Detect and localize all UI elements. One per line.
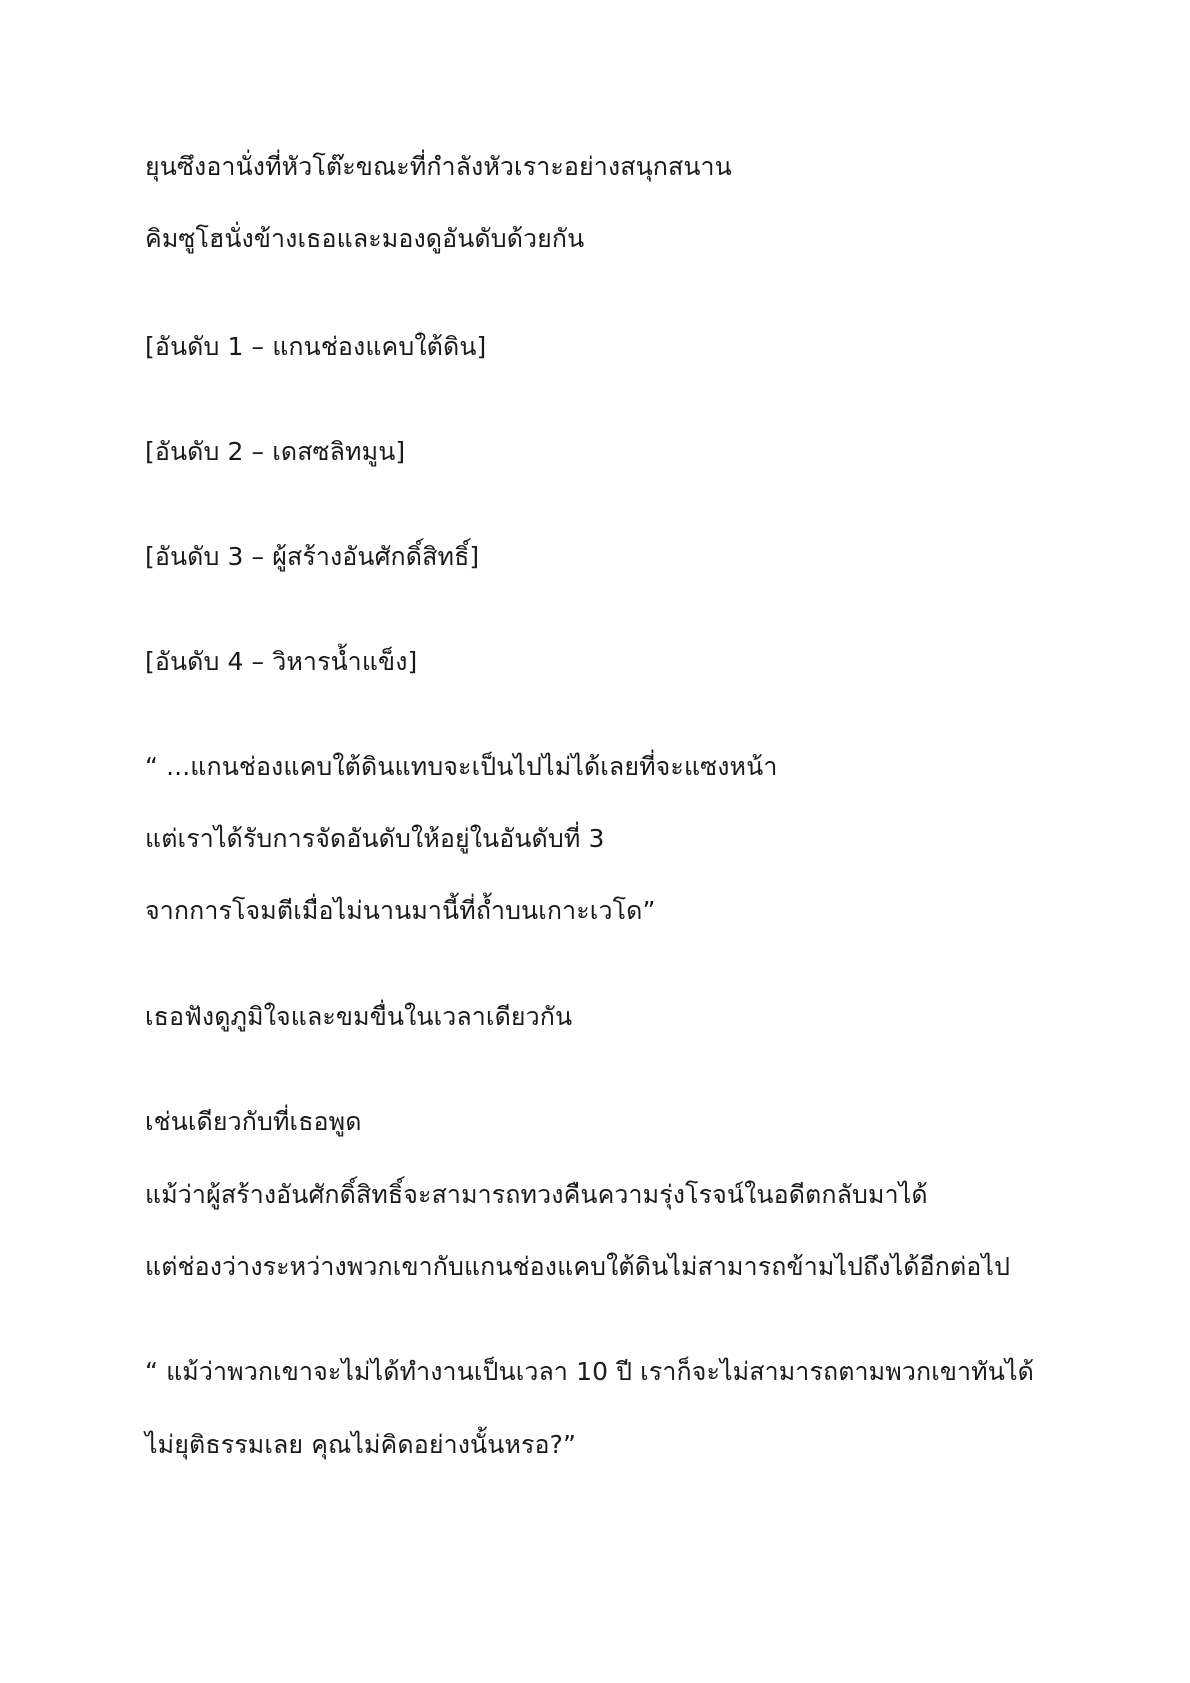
- dialogue-line-3: จากการโจมตีเมื่อไม่นานมานี้ที่ถ้ำบนเกาะเวโด”: [145, 896, 656, 925]
- text-line-3: เธอฟังดูภูมิใจและขมขื่นในเวลาเดียวกัน: [145, 1002, 573, 1031]
- dialogue-line-5: ไม่ยุติธรรมเลย คุณไม่คิดอย่างนั้นหรอ?”: [145, 1430, 577, 1459]
- dialogue-line-4: “ แม้ว่าพวกเขาจะไม่ได้ทำงานเป็นเวลา 10 ปี เราก็จะไม่สามารถตามพวกเขาทันได้: [145, 1357, 1034, 1386]
- ranking-line-1: [อันดับ 1 – แกนช่องแคบใต้ดิน]: [145, 332, 487, 361]
- text-line-4: เช่นเดียวกับที่เธอพูด: [145, 1107, 362, 1136]
- ranking-line-2: [อันดับ 2 – เดสซลิทมูน]: [145, 437, 406, 466]
- dialogue-line-1: “ ...แกนช่องแคบใต้ดินแทบจะเป็นไปไม่ได้เลยที่จะแซงหน้า: [145, 752, 778, 781]
- text-line-1: ยุนซึงอานั่งที่หัวโต๊ะขณะที่กำลังหัวเราะอย่างสนุกสนาน: [145, 152, 732, 181]
- text-line-5: แม้ว่าผู้สร้างอันศักดิ์สิทธิ์จะสามารถทวงคืนความรุ่งโรจน์ในอดีตกลับมาได้: [145, 1180, 928, 1209]
- ranking-line-4: [อันดับ 4 – วิหารน้ำแข็ง]: [145, 647, 418, 676]
- ranking-line-3: [อันดับ 3 – ผู้สร้างอันศักดิ์สิทธิ์]: [145, 542, 480, 571]
- text-line-2: คิมซูโฮนั่งข้างเธอและมองดูอันดับด้วยกัน: [145, 224, 585, 253]
- text-line-6: แต่ช่องว่างระหว่างพวกเขากับแกนช่องแคบใต้ดินไม่สามารถข้ามไปถึงได้อีกต่อไป: [145, 1252, 1011, 1281]
- dialogue-line-2: แต่เราได้รับการจัดอันดับให้อยู่ในอันดับที่ 3: [145, 824, 605, 853]
